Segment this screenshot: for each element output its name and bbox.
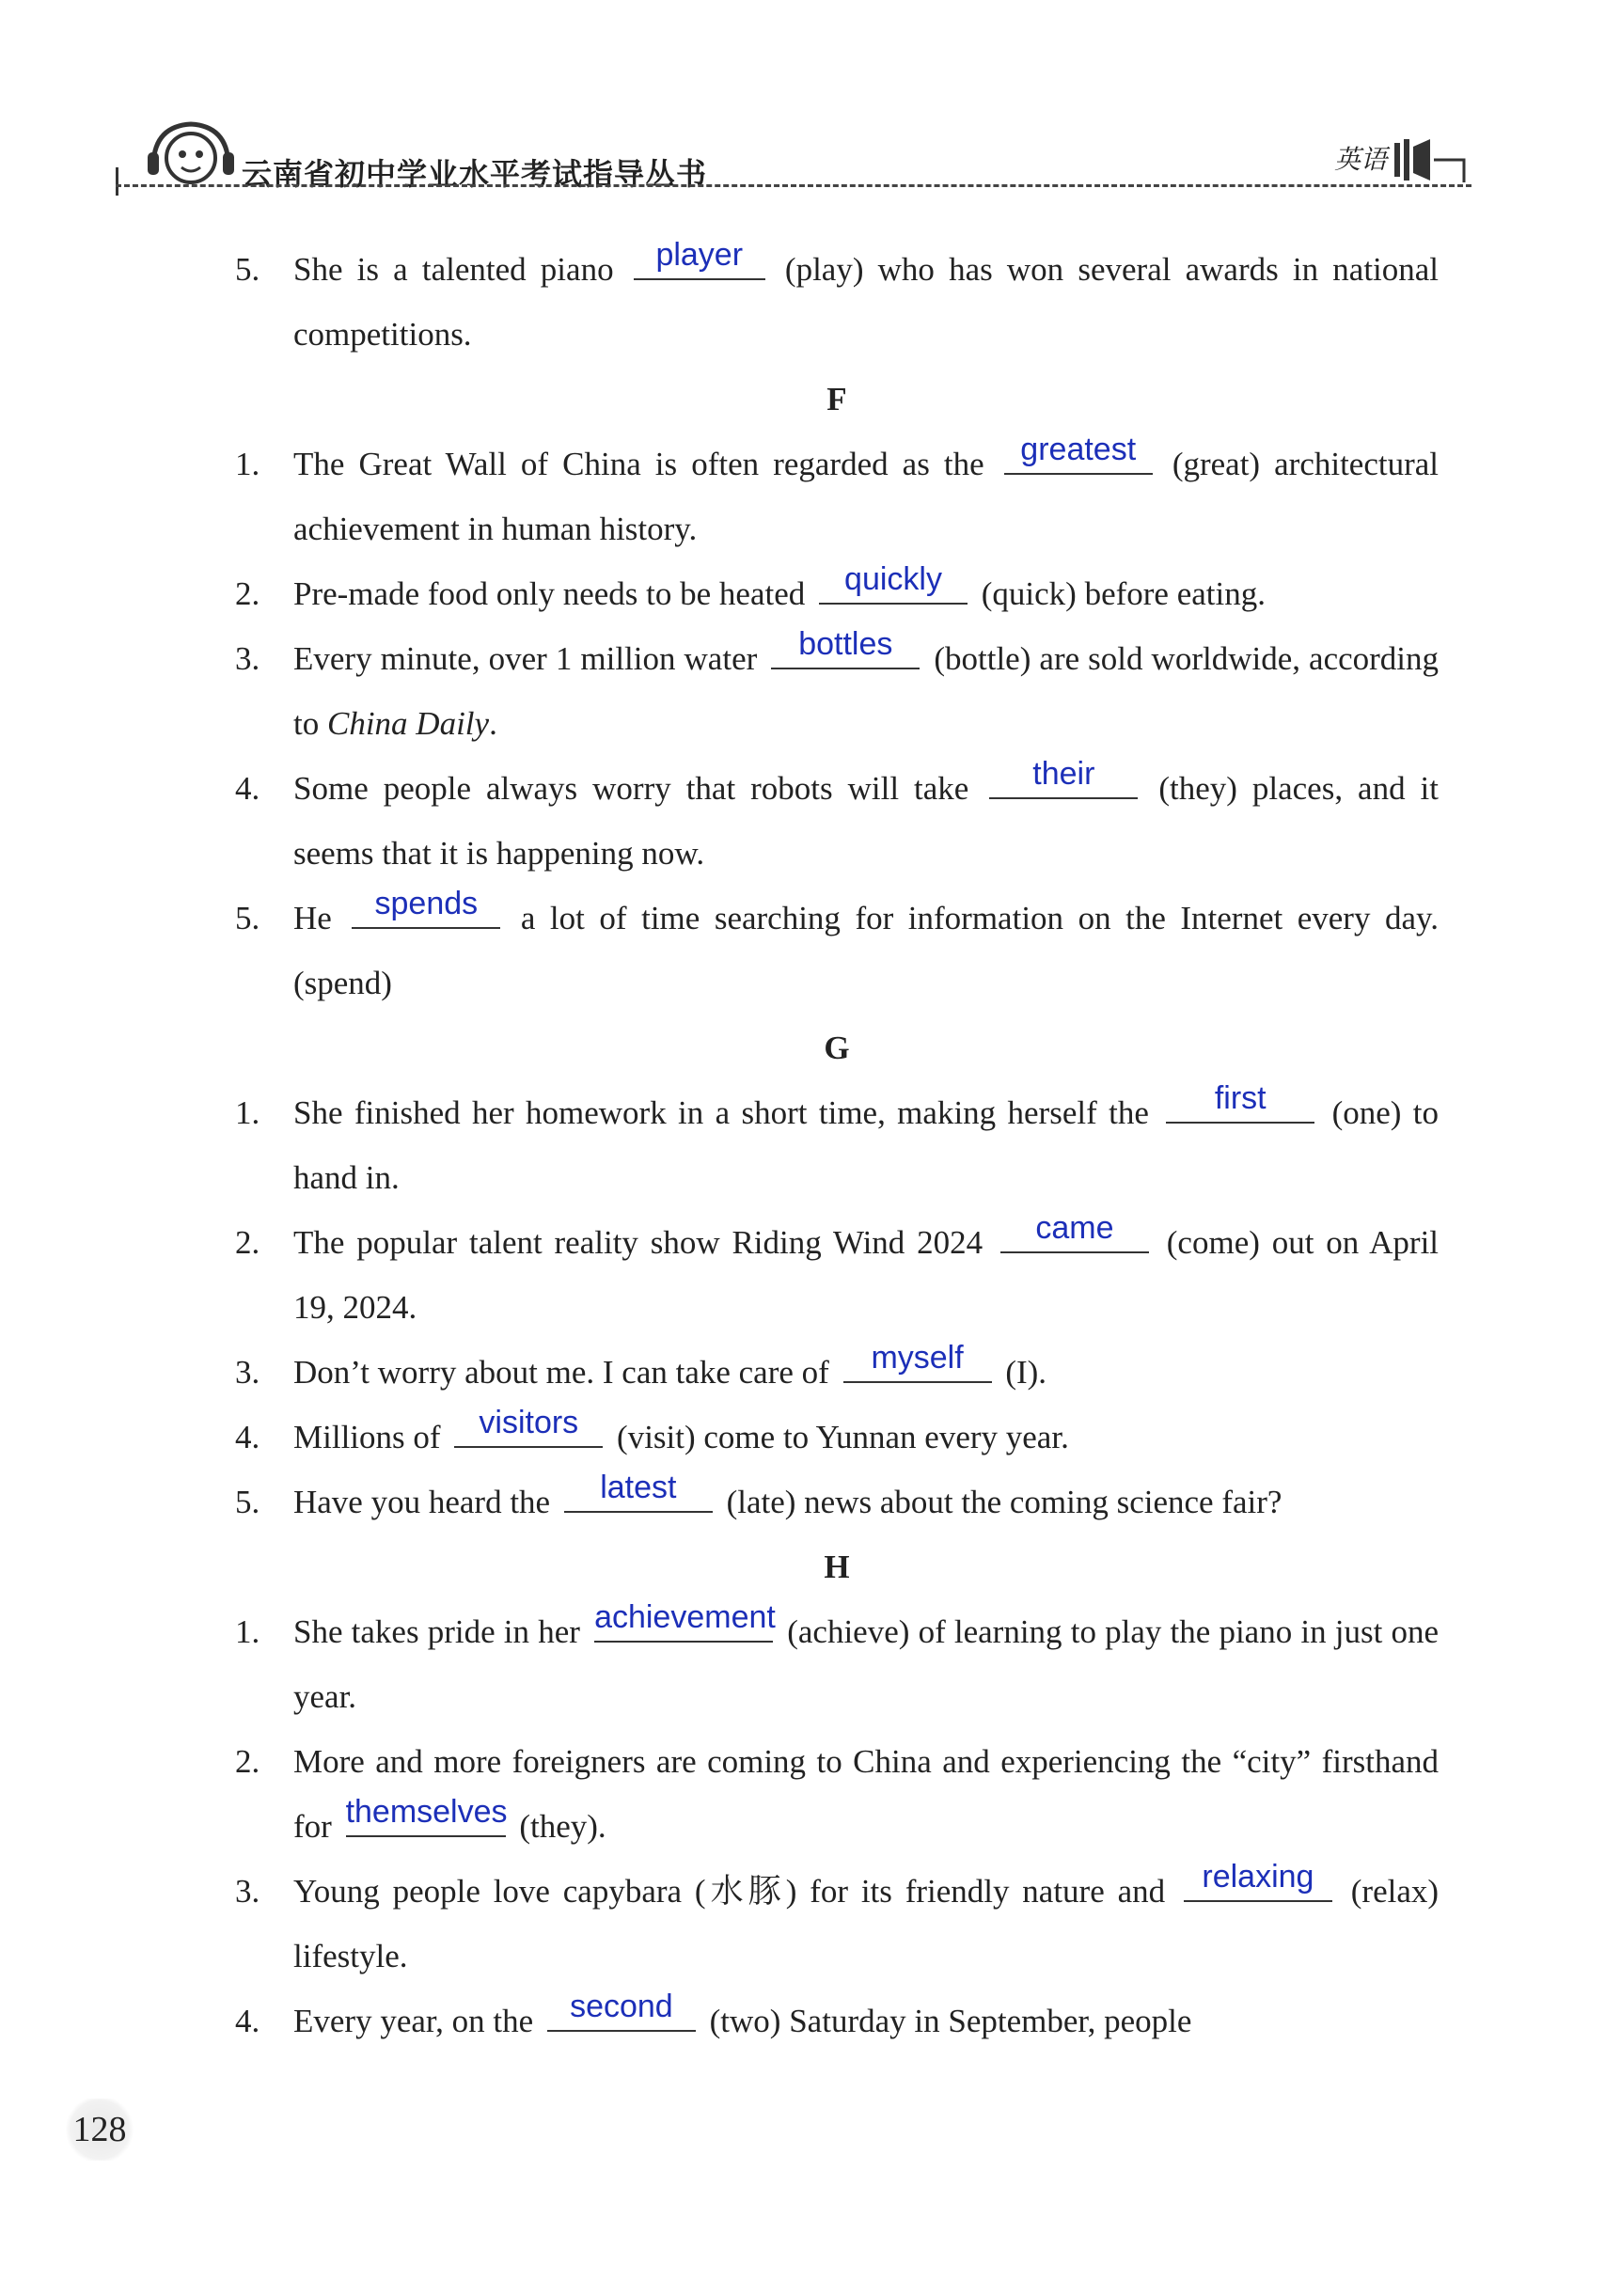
- answer-blank[interactable]: [634, 237, 765, 280]
- question-text: (two) Saturday in September, people: [709, 2003, 1192, 2039]
- page-number: 128: [62, 2099, 137, 2161]
- answer-text: player: [655, 237, 744, 273]
- answer-blank[interactable]: [547, 1989, 696, 2032]
- answer-blank[interactable]: [345, 1794, 508, 1837]
- question-number: 3.: [235, 1873, 260, 1910]
- question-text: (great) architectural achievement in human history.: [293, 446, 1440, 547]
- question-number: 4.: [235, 2003, 260, 2039]
- question-number: 2.: [235, 1743, 260, 1780]
- mascot-logo-icon: [146, 118, 236, 184]
- answer-text: achievement: [594, 1599, 776, 1635]
- question-f-5: [235, 886, 1439, 1015]
- answer-blank[interactable]: [819, 561, 968, 605]
- answer-blank[interactable]: [1166, 1080, 1314, 1124]
- answer-text: quickly: [844, 561, 942, 597]
- section-title-h: H: [824, 1549, 850, 1585]
- question-g-1: [235, 1080, 1439, 1210]
- question-h-2: [235, 1729, 1439, 1859]
- question-text: She is a talented piano: [293, 251, 614, 288]
- question-f-4: [235, 756, 1439, 886]
- section-title-f: F: [826, 381, 847, 417]
- section-title-g: G: [824, 1030, 850, 1066]
- question-f-1: [235, 432, 1439, 561]
- question-text: (they) places, and it seems that it is happening now.: [293, 770, 1440, 872]
- answer-text: spends: [374, 886, 479, 921]
- question-text: Pre-made food only needs to be heated: [293, 575, 806, 612]
- header-left-bracket: [116, 167, 118, 196]
- question-f-2: [235, 561, 1439, 626]
- question-h-1: [235, 1599, 1439, 1729]
- question-number: 4.: [235, 1419, 260, 1455]
- question-text: Don’t worry about me. I can take care of: [293, 1354, 829, 1391]
- question-text: (they).: [519, 1808, 606, 1845]
- answer-blank[interactable]: [594, 1599, 776, 1643]
- source-name: China Daily: [326, 705, 490, 742]
- question-number: 2.: [235, 1224, 260, 1261]
- question-g-5: [235, 1470, 1439, 1534]
- question-g-3: [235, 1340, 1439, 1405]
- answer-blank[interactable]: [771, 626, 920, 669]
- answer-text: their: [1032, 756, 1095, 792]
- question-text: (bottle) are sold worldwide, according to: [293, 640, 1440, 742]
- question-text: Every year, on the: [293, 2003, 534, 2039]
- question-text: Young people love capybara (水豚) for its friendly nature and: [293, 1873, 1166, 1910]
- page-header: [108, 113, 1481, 197]
- question-f-3: [235, 626, 1439, 756]
- question-number: 5.: [235, 900, 260, 936]
- question-text: She takes pride in her: [293, 1613, 580, 1650]
- question-text: (achieve) of learning to play the piano in just one year.: [293, 1613, 1440, 1715]
- question-text: The popular talent reality show Riding Wind 2024: [293, 1224, 983, 1261]
- answer-blank[interactable]: [989, 756, 1138, 799]
- answer-blank[interactable]: [1184, 1859, 1332, 1902]
- prev-question-5: [235, 237, 1439, 367]
- answer-text: relaxing: [1202, 1859, 1314, 1895]
- question-g-4: [235, 1405, 1439, 1470]
- answer-text: greatest: [1020, 432, 1137, 467]
- question-number: 1.: [235, 1094, 260, 1131]
- answer-blank[interactable]: [454, 1405, 603, 1448]
- answer-text: first: [1214, 1080, 1267, 1116]
- question-number: 3.: [235, 1354, 260, 1391]
- answer-blank[interactable]: [1004, 432, 1153, 475]
- header-rule: [116, 184, 1471, 187]
- question-h-4: [235, 1989, 1439, 2053]
- question-text: .: [489, 705, 497, 742]
- question-text: Every minute, over 1 million water: [293, 640, 758, 677]
- question-text: (visit) come to Yunnan every year.: [617, 1419, 1069, 1455]
- subject-label: 英语: [1333, 144, 1387, 175]
- book-speaker-icon: [1389, 134, 1468, 186]
- answer-blank[interactable]: [352, 886, 500, 929]
- question-text: (I).: [1005, 1354, 1047, 1391]
- question-number: 1.: [235, 446, 260, 482]
- question-text: (one) to hand in.: [293, 1094, 1440, 1196]
- answer-text: second: [570, 1989, 673, 2024]
- answer-blank[interactable]: [1000, 1210, 1149, 1253]
- answer-blank[interactable]: [564, 1470, 713, 1513]
- question-text: More and more foreigners are coming to China and experiencing the “city” firsthand for: [293, 1743, 1439, 1845]
- answer-text: came: [1035, 1210, 1114, 1246]
- question-number: 5.: [235, 251, 260, 288]
- answer-blank[interactable]: [843, 1340, 992, 1383]
- question-number: 5.: [235, 1484, 260, 1520]
- question-text: He: [293, 900, 332, 936]
- answer-text: latest: [600, 1470, 677, 1505]
- question-h-3: [235, 1859, 1439, 1989]
- question-text: (play) who has won several awards in national competitions.: [293, 251, 1440, 353]
- answer-text: themselves: [345, 1794, 508, 1830]
- question-number: 2.: [235, 575, 260, 612]
- question-text: (relax) lifestyle.: [293, 1873, 1440, 1974]
- answer-text: visitors: [479, 1405, 579, 1440]
- exercise-content: [235, 237, 1439, 2053]
- answer-text: myself: [871, 1340, 964, 1376]
- question-g-2: [235, 1210, 1439, 1340]
- question-number: 4.: [235, 770, 260, 807]
- question-text: She finished her homework in a short time, making herself the: [293, 1094, 1149, 1131]
- question-text: a lot of time searching for information on the Internet every day. (spend): [293, 900, 1440, 1001]
- series-title: 云南省初中学业水平考试指导丛书: [242, 156, 708, 192]
- answer-text: bottles: [798, 626, 893, 662]
- question-number: 3.: [235, 640, 260, 677]
- question-text: Have you heard the: [293, 1484, 551, 1520]
- question-text: The Great Wall of China is often regarded as the: [293, 446, 984, 482]
- question-text: Some people always worry that robots will take: [293, 770, 969, 807]
- question-text: (quick) before eating.: [981, 575, 1266, 612]
- question-text: (come) out on April 19, 2024.: [293, 1224, 1440, 1326]
- question-number: 1.: [235, 1613, 260, 1650]
- question-text: Millions of: [293, 1419, 441, 1455]
- question-text: (late) news about the coming science fair?: [726, 1484, 1282, 1520]
